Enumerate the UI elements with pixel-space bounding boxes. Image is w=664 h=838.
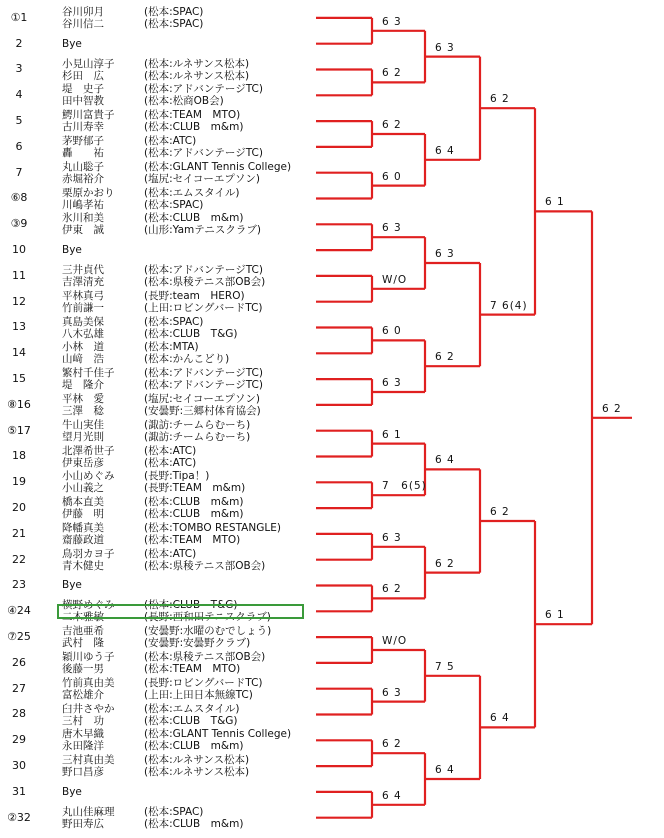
player-club: (松本:CLUB m&m) [144, 508, 244, 521]
player-club: (松本:CLUB m&m) [144, 212, 244, 225]
player-name: 齋藤政道 [62, 534, 104, 546]
match-score: 6 3 [382, 686, 402, 699]
draw-number: 29 [12, 733, 26, 747]
player-club: (諏訪:チームらむーち) [144, 418, 251, 431]
player-club: (松本:TEAM MTO) [144, 534, 241, 546]
player-name: 唐木早織 [62, 728, 104, 741]
draw-number: 30 [12, 759, 26, 773]
player-club: (松本:ATC) [144, 547, 197, 560]
draw-number: 15 [12, 372, 26, 386]
player-name: 山﨑 浩 [62, 353, 104, 366]
player-club: (松本:松商OB会) [144, 95, 224, 108]
player-name: 丸山佳麻理 [62, 805, 115, 818]
player-club: (諏訪:チームらむーち) [144, 430, 251, 443]
draw-number: ⑤17 [7, 423, 31, 437]
match-score: 6 4 [382, 789, 402, 802]
draw-number: 2 [15, 36, 23, 50]
match-score: 7 6(4) [490, 299, 528, 312]
draw-number: 5 [15, 114, 23, 128]
draw-number: ⑧16 [7, 397, 31, 411]
player-name: 橋本直美 [62, 496, 104, 509]
draw-number: 6 [15, 139, 23, 153]
player-name: 鳥羽カヨ子 [62, 547, 115, 560]
player-club: (松本:エムスタイル) [144, 186, 240, 199]
player-club: (松本:CLUB m&m) [144, 121, 244, 134]
player-club: (松本:SPAC) [144, 18, 204, 30]
match-score: W/O [382, 635, 408, 647]
player-name: 川嶋孝祐 [62, 198, 104, 211]
player-name: 谷川卯月 [62, 6, 104, 18]
player-club: (長野:ロビングバードTC) [144, 676, 263, 689]
player-name: 赤堀裕介 [62, 172, 104, 185]
player-club: (松本:CLUB T&G) [144, 714, 238, 727]
player-name: 八木弘雄 [62, 327, 104, 340]
player-club: (松本:GLANT Tennis College) [144, 728, 292, 741]
player-club: (松本:ATC) [144, 135, 197, 147]
player-name: 竹前謙一 [62, 301, 104, 314]
player-name: 穎川ゆう子 [62, 651, 115, 663]
match-score: 6 3 [382, 377, 402, 389]
match-score: 6 1 [382, 428, 402, 441]
match-score: 6 3 [382, 531, 402, 544]
player-name: 小山義之 [62, 482, 104, 495]
player-club: (松本:アドバンテージTC) [144, 147, 263, 159]
player-name: 竹前真由美 [62, 676, 115, 689]
player-name: 富松雄介 [62, 688, 104, 701]
highlighted-entry-box [57, 604, 304, 619]
draw-number: 14 [12, 346, 26, 360]
player-club: (松本:TEAM MTO) [144, 109, 241, 122]
player-name: 繁村千佳子 [62, 367, 115, 380]
match-score: 6 3 [382, 222, 402, 235]
match-score: 6 2 [382, 738, 402, 751]
player-name: 伊東 誠 [62, 224, 104, 237]
draw-number: 27 [12, 681, 26, 695]
player-club: (松本:GLANT Tennis College) [144, 160, 292, 173]
player-name: 鰐川富貴子 [62, 109, 115, 122]
player-name: 後藤一男 [62, 663, 104, 675]
player-name: 吉澤清充 [62, 276, 104, 288]
draw-number: ③9 [10, 217, 28, 231]
draw-number: 7 [15, 165, 23, 179]
match-score: 6 0 [382, 170, 402, 183]
draw-number: 11 [12, 268, 26, 282]
player-club: (松本:県稜テニス部OB会) [144, 559, 266, 572]
player-club: (安曇野:安曇野クラブ) [144, 637, 251, 650]
match-score: 6 4 [435, 144, 455, 157]
match-score: 6 2 [602, 402, 622, 415]
player-name: 野口昌彦 [62, 766, 104, 779]
player-club: (松本:CLUB T&G) [144, 327, 238, 340]
player-club: (松本:ルネサンス松本) [144, 69, 250, 82]
player-name: 堤 史子 [62, 83, 104, 96]
match-score: 6 4 [435, 764, 455, 776]
draw-number: ⑥8 [10, 191, 28, 205]
draw-number: ①1 [10, 10, 28, 24]
player-name: 古川寿幸 [62, 121, 104, 134]
player-club: (松本:SPAC) [144, 315, 204, 328]
match-score: 6 1 [545, 196, 565, 209]
player-club: (松本:CLUB m&m) [144, 740, 244, 753]
player-name: 谷川信二 [62, 18, 104, 30]
player-club: (長野:TEAM m&m) [144, 482, 246, 495]
match-score: 6 2 [435, 351, 455, 364]
player-club: (長野:team HERO) [144, 289, 245, 302]
player-club: (松本:県稜テニス部OB会) [144, 651, 266, 663]
player-club: (松本:TEAM MTO) [144, 663, 241, 675]
player-name: 永田隆洋 [62, 740, 104, 753]
player-name: 北澤希世子 [62, 444, 115, 457]
match-score: 6 4 [490, 712, 510, 725]
draw-number: 13 [12, 320, 26, 334]
player-club: (安曇野:水曜のむでしょう) [144, 625, 272, 638]
draw-number: 10 [12, 243, 26, 257]
player-club: (松本:かんこどり) [144, 353, 230, 366]
player-name: 栗原かおり [62, 186, 115, 199]
player-club: (松本:ATC) [144, 456, 197, 469]
draw-number: 23 [12, 578, 26, 592]
player-club: (松本:TOMBO RESTANGLE) [144, 522, 281, 534]
match-score: 6 2 [382, 67, 402, 80]
player-club: (松本:SPAC) [144, 198, 204, 211]
player-club: (安曇野:三郷村体育協会) [144, 405, 261, 417]
draw-number: 28 [12, 707, 26, 721]
player-club: (松本:CLUB m&m) [144, 496, 244, 509]
player-club: (長野:Tipa！) [144, 470, 210, 483]
player-club: (松本:ルネサンス松本) [144, 766, 250, 779]
player-name: 堤 隆介 [62, 379, 104, 392]
draw-number: 3 [15, 62, 23, 76]
player-name: 三村真由美 [62, 754, 115, 767]
bye-label: Bye [62, 244, 82, 257]
player-name: 吉池亜希 [62, 625, 104, 638]
match-score: 6 0 [382, 325, 402, 338]
match-score: 6 3 [382, 15, 402, 28]
player-name: 降幡真美 [62, 522, 104, 534]
player-name: 伊藤 明 [62, 508, 104, 521]
player-club: (長野:西和田テニスクラブ) [144, 611, 271, 624]
match-score: 7 6(5) [382, 480, 427, 493]
player-name: 望月光則 [62, 430, 104, 443]
draw-number: ②32 [7, 810, 31, 824]
player-club: (松本:アドバンテージTC) [144, 264, 263, 276]
match-score: 6 3 [435, 248, 455, 260]
match-score: 6 4 [435, 454, 455, 467]
player-club: (松本:ルネサンス松本) [144, 754, 250, 767]
player-name: 轟 祐 [62, 147, 104, 159]
player-club: (松本:アドバンテージTC) [144, 83, 263, 96]
match-score: 6 3 [435, 41, 455, 54]
player-name: 杉田 広 [62, 69, 104, 82]
player-name: 平林真弓 [62, 289, 104, 302]
draw-number: 22 [12, 552, 26, 566]
player-name: 丸山聡子 [62, 160, 104, 173]
match-score: 6 2 [382, 583, 402, 596]
draw-number: 12 [12, 294, 26, 308]
player-name: 三井貞代 [62, 264, 104, 276]
bye-label: Bye [62, 579, 82, 592]
player-club: (山形:Yamテニスクラブ) [144, 224, 261, 237]
match-score: 7 5 [435, 660, 455, 673]
player-club: (松本:CLUB m&m) [144, 817, 244, 830]
draw-number: 4 [15, 88, 23, 102]
player-club: (塩尻:セイコーエプソン) [144, 172, 260, 185]
player-club: (松本:ルネサンス松本) [144, 57, 250, 70]
player-club: (松本:MTA) [144, 341, 199, 354]
match-score: 6 2 [490, 93, 510, 106]
player-club: (松本:エムスタイル) [144, 702, 240, 715]
player-name: 三澤 稔 [62, 405, 104, 417]
player-name: 茅野郁子 [62, 135, 104, 147]
player-club: (塩尻:セイコーエプソン) [144, 393, 260, 405]
player-name: 伊東岳彦 [62, 456, 104, 469]
match-score: 6 2 [382, 119, 402, 131]
player-club: (松本:ATC) [144, 444, 197, 457]
draw-number: 18 [12, 449, 26, 463]
player-name: 青木健史 [62, 559, 104, 572]
bye-label: Bye [62, 785, 82, 798]
draw-number: 19 [12, 475, 26, 489]
match-score: 6 1 [545, 609, 565, 622]
match-score: 6 2 [435, 557, 455, 570]
player-name: 小見山淳子 [62, 57, 115, 70]
player-name: 三村 功 [62, 714, 104, 727]
player-name: 小林 道 [62, 341, 104, 354]
draw-number: 20 [12, 501, 26, 515]
player-name: 平林 愛 [62, 393, 104, 405]
player-name: 野田寿広 [62, 817, 104, 830]
player-club: (上田:ロビングバードTC) [144, 301, 263, 314]
draw-number: 31 [12, 784, 26, 798]
player-name: 田中智教 [62, 95, 104, 108]
bye-label: Bye [62, 37, 82, 50]
draw-number: 21 [12, 526, 26, 540]
player-name: 牛山実佳 [62, 418, 104, 431]
player-name: 二木雅敏 [62, 611, 104, 624]
player-name: 武村 隆 [62, 637, 104, 650]
player-club: (上田:上田日本無線TC) [144, 688, 253, 701]
player-club: (松本:アドバンテージTC) [144, 379, 263, 392]
player-name: 小山めぐみ [62, 470, 115, 483]
match-score: 6 2 [490, 506, 510, 518]
draw-number: ④24 [7, 604, 31, 618]
draw-number: 26 [12, 655, 26, 669]
player-club: (松本:アドバンテージTC) [144, 367, 263, 380]
player-name: 臼井さやか [62, 702, 115, 715]
player-club: (松本:SPAC) [144, 6, 204, 18]
player-name: 氷川和美 [62, 212, 104, 225]
player-name: 横野めぐみ [62, 599, 115, 612]
player-club: (松本:県稜テニス部OB会) [144, 276, 266, 288]
player-club: (松本:CLUB－T&G) [144, 599, 238, 612]
match-score: W/O [382, 273, 408, 286]
draw-number: ⑦25 [7, 630, 31, 644]
player-club: (松本:SPAC) [144, 805, 204, 818]
player-name: 真島美保 [62, 315, 104, 328]
